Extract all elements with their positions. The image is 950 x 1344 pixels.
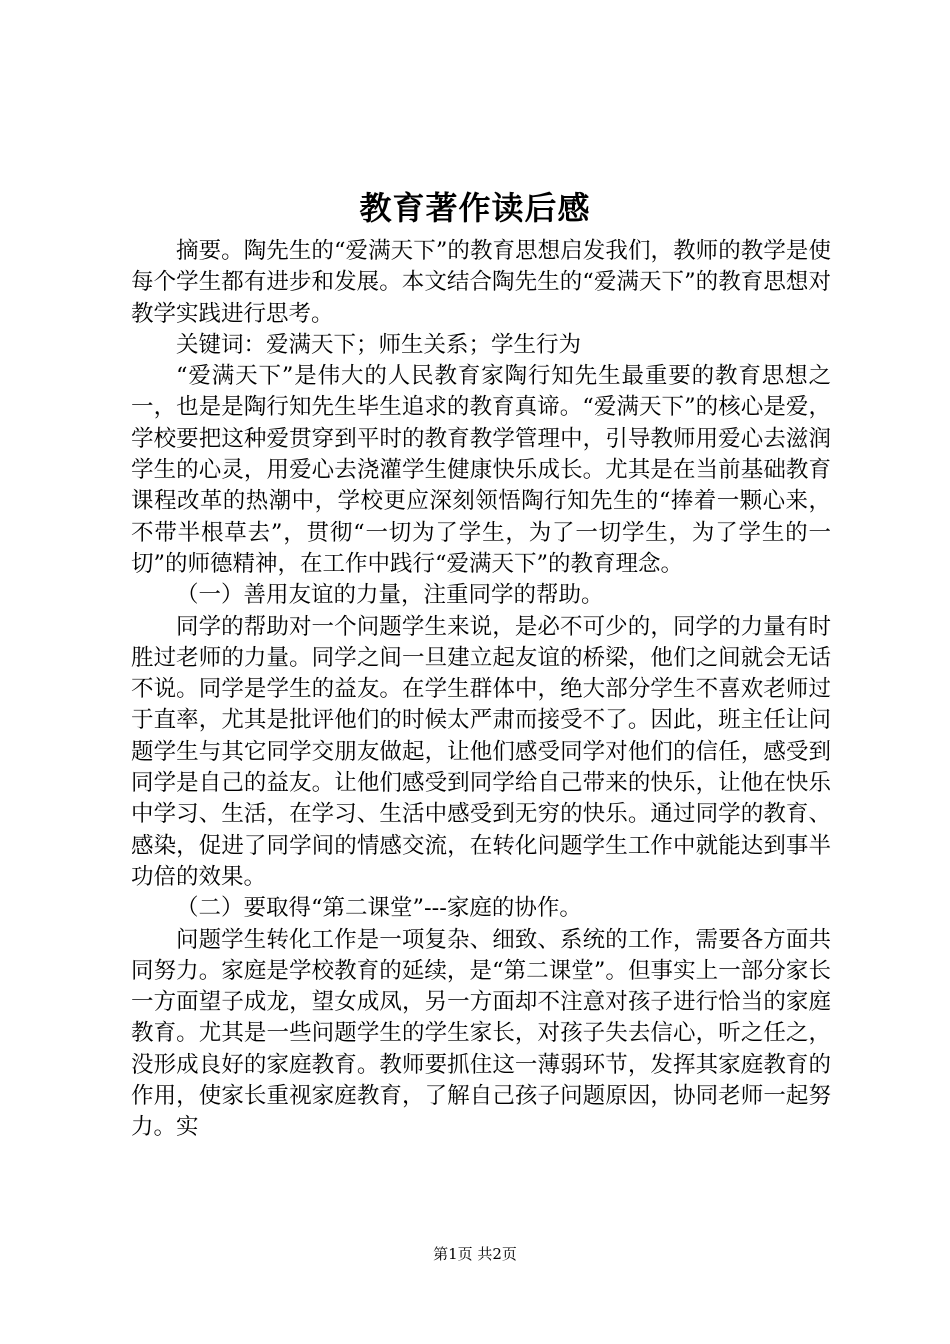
section-2-paragraph: 问题学生转化工作是一项复杂、细致、系统的工作，需要各方面共同努力。家庭是学校教育的延续，是“第二课堂”。但事实上一部分家长一方面望子成龙，望女成凤，另一方面却不注意对孩子进行恰当的家庭教育。尤其是一些问题学生的学生家长，对孩子失去信心，听之任之，没形成良好的家庭教育。教师要抓住这一薄弱环节，发挥其家庭教育的作用，使家长重视家庭教育，了解自己孩子问题原因，协同老师一起努力。实 <box>131 926 831 1141</box>
document-body <box>131 236 831 1144</box>
intro-paragraph: “爱满天下”是伟大的人民教育家陶行知先生最重要的教育思想之一，也是是陶行知先生毕生追求的教育真谛。“爱满天下”的核心是爱，学校要把这种爱贯穿到平时的教育教学管理中，引导教师用爱心去滋润学生的心灵，用爱心去浇灌学生健康快乐成长。尤其是在当前基础教育课程改革的热潮中，学校更应深刻领悟陶行知先生的“捧着一颗心来，不带半根草去”，贯彻“一切为了学生，为了一切学生，为了学生的一切”的师德精神，在工作中践行“爱满天下”的教育理念。 <box>131 363 831 577</box>
section-heading-1: （一）善用友谊的力量，注重同学的帮助。 <box>176 582 604 609</box>
section-1-paragraph: 同学的帮助对一个问题学生来说，是必不可少的，同学的力量有时胜过老师的力量。同学之间一旦建立起友谊的桥梁，他们之间就会无话不说。同学是学生的益友。在学生群体中，绝大部分学生不喜欢老师过于直率，尤其是批评他们的时候太严肃而接受不了。因此，班主任让问题学生与其它同学交朋友做起，让他们感受同学对他们的信任，感受到同学是自己的益友。让他们感受到同学给自己带来的快乐，让他在快乐中学习、生活，在学习、生活中感受到无穷的快乐。通过同学的教育、感染，促进了同学间的情感交流，在转化问题学生工作中就能达到事半功倍的效果。 <box>131 613 831 890</box>
page-footer: 第1页 共2页 <box>433 1245 517 1263</box>
keywords-paragraph: 关键词：爱满天下；师生关系；学生行为 <box>176 331 582 358</box>
document-title: 教育著作读后感 <box>359 189 591 227</box>
section-heading-2: （二）要取得“第二课堂”---家庭的协作。 <box>176 895 582 922</box>
abstract-paragraph: 摘要。陶先生的“爱满天下”的教育思想启发我们，教师的教学是使每个学生都有进步和发展。本文结合陶先生的“爱满天下”的教育思想对教学实践进行思考。 <box>131 238 831 327</box>
